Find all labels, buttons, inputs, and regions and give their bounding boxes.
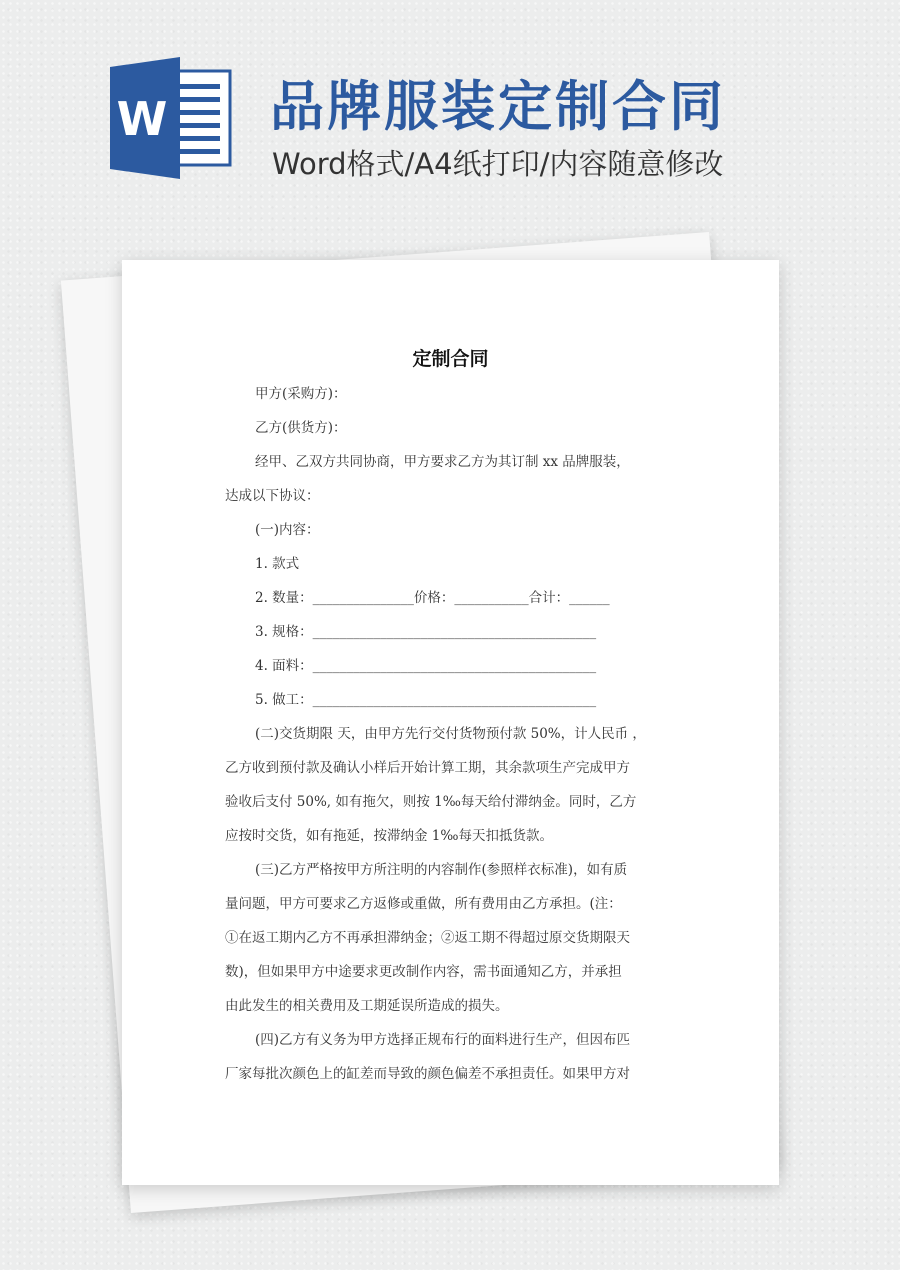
clause-line: 数)，但如果甲方中途要求更改制作内容，需书面通知乙方，并承担	[225, 964, 622, 980]
clause-line: (三)乙方严格按甲方所注明的内容制作(参照样衣标准)，如有质	[255, 862, 628, 878]
document-body	[225, 377, 681, 1091]
party-b-line: 乙方(供货方)：	[255, 420, 347, 436]
banner-title: 品牌服装定制合同	[270, 75, 726, 138]
intro-line: 经甲、乙双方共同协商，甲方要求乙方为其订制 xx 品牌服装，	[255, 454, 630, 470]
list-item: 4. 面料：__________________________________________	[255, 658, 597, 674]
clause-line: ①在返工期内乙方不再承担滞纳金；②返工期不得超过原交货期限天	[225, 930, 630, 946]
clause-line: 应按时交货，如有拖延，按滞纳金 1‰每天扣抵货款。	[225, 828, 553, 844]
clause-line: 验收后支付 50%, 如有拖欠，则按 1‰每天给付滞纳金。同时，乙方	[225, 794, 637, 810]
list-item: 1. 款式	[255, 556, 300, 572]
clause-line: (二)交货期限 天，由甲方先行交付货物预付款 50%，计人民币 ，	[255, 726, 646, 742]
clause-line: 乙方收到预付款及确认小样后开始计算工期，其余款项生产完成甲方	[225, 760, 630, 776]
banner-subtitle: Word格式/A4纸打印/内容随意修改	[272, 147, 724, 181]
list-item: 2. 数量：_______________价格：___________合计：______	[255, 590, 610, 606]
intro-line: 达成以下协议：	[225, 488, 320, 504]
party-a-line: 甲方(采购方)：	[255, 386, 347, 402]
document-page	[122, 260, 779, 1185]
clause-line: 由此发生的相关费用及工期延误所造成的损失。	[225, 998, 509, 1014]
section-heading: (一)内容：	[255, 522, 320, 538]
list-item: 3. 规格：__________________________________________	[255, 624, 597, 640]
clause-line: (四)乙方有义务为甲方选择正规布行的面料进行生产，但因布匹	[255, 1032, 631, 1048]
document-title: 定制合同	[412, 348, 489, 370]
clause-line: 厂家每批次颜色上的缸差而导致的颜色偏差不承担责任。如果甲方对	[225, 1066, 630, 1082]
word-icon	[110, 57, 232, 179]
list-item: 5. 做工：__________________________________________	[255, 692, 597, 708]
word-icon-letter: W	[116, 92, 168, 146]
clause-line: 量问题，甲方可要求乙方返修或重做，所有费用由乙方承担。(注：	[225, 896, 622, 912]
